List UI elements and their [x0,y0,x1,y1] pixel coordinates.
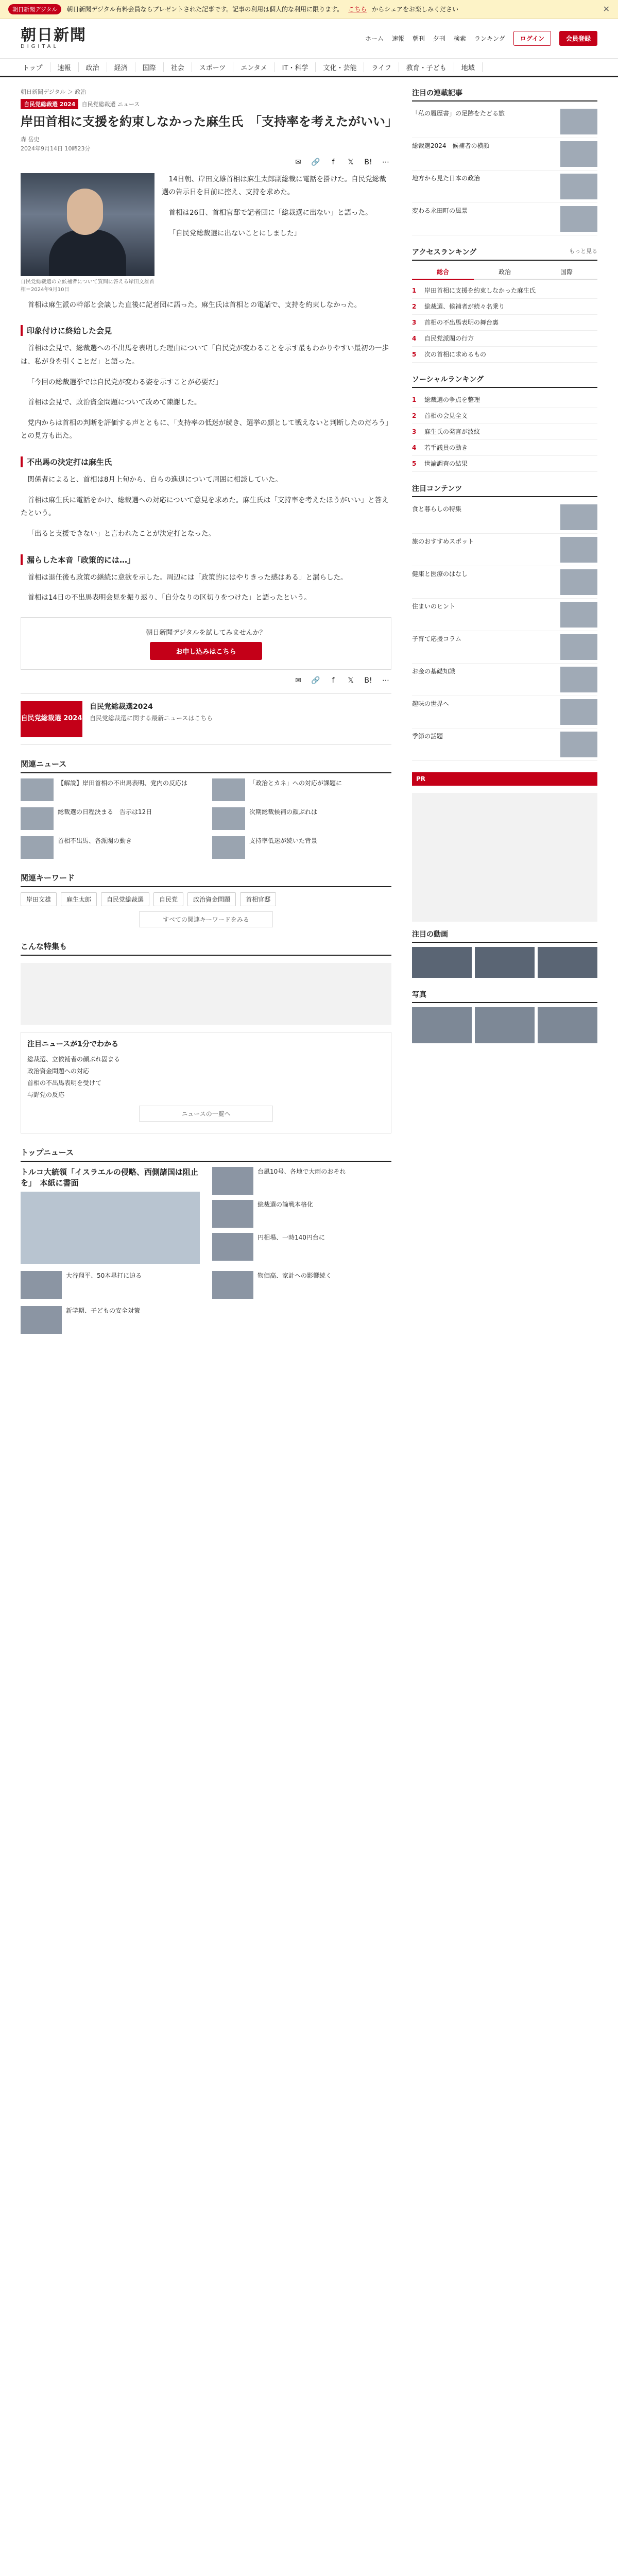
thumbnail [212,1233,253,1261]
content-item[interactable]: お金の基礎知識 [412,664,597,696]
news-digest-item[interactable]: 政治資金問題への対応 [27,1067,90,1075]
thumbnail [560,732,597,757]
top-news-item[interactable]: 大谷翔平、50本塁打に迫る [21,1271,200,1299]
paragraph: 「自民党総裁選に出ないことにしました」 [168,229,301,238]
pr-label: PR [412,772,597,786]
thumbnail [212,778,245,801]
social-item[interactable]: 3 麻生氏の発言が波紋 [412,424,597,440]
content-item[interactable]: 健康と医療のはなし [412,566,597,599]
keyword-chip[interactable]: 自民党総裁選 [101,892,149,906]
link-icon[interactable]: 🔗 [311,676,320,685]
mail-icon[interactable]: ✉ [295,676,301,685]
video-grid [412,947,597,978]
thumbnail [21,836,54,859]
photo-thumbnail[interactable] [538,1007,597,1043]
share-tools [21,157,391,168]
series-badge: 自民党総裁選 2024 [21,701,82,737]
ranking-item[interactable]: 4 自民党派閥の行方 [412,331,597,347]
related-item[interactable]: 「政治とカネ」への対応が課題に [212,778,391,801]
ranking-more-link[interactable]: もっと見る [569,248,597,255]
paragraph: 首相は会見で、総裁選への不出馬を表明した理由について「自民党が変わることを示す最もわかりやすい最初の一歩は、私が身を引くことだ」と語った。 [21,344,389,366]
series-tag[interactable]: 自民党総裁選 2024 [21,99,78,109]
facebook-icon[interactable]: f [332,676,335,685]
ranking-title: アクセスランキング もっと見る [412,247,597,261]
thumbnail [560,537,597,563]
sidebar [412,77,597,1334]
news-digest-title: 注目ニュースが1分でわかる [27,1040,119,1048]
related-item[interactable]: 支持率低迷が続いた背景 [212,836,391,859]
header-nav [365,31,597,46]
content-item[interactable]: 住まいのヒント [412,599,597,631]
category-item[interactable]: 速報 [50,62,79,72]
paragraph: 首相は26日、首相官邸で記者団に「総裁選に出ない」と語った。 [168,208,372,217]
photo-thumbnail[interactable] [475,1007,535,1043]
signup-button[interactable]: 会員登録 [559,31,597,46]
content-item[interactable]: 子育て応援コラム [412,631,597,664]
news-digest-item[interactable]: 総裁選、立候補者の顔ぶれ固まる [27,1055,121,1063]
news-digest-item[interactable]: 与野党の反応 [27,1091,65,1098]
thumbnail [21,1271,62,1299]
section-heading: 漏らした本音「政策的には…」 [21,554,391,565]
category-item[interactable]: エンタメ [233,62,274,72]
series-title[interactable]: 自民党総裁選2024 [90,702,153,711]
photo-title: 写真 [412,989,597,1003]
more-icon[interactable]: ⋯ [382,676,389,685]
paragraph: 関係者によると、首相は8月上旬から、自らの進退について周囲に相談していた。 [27,476,282,484]
content-item[interactable]: 趣味の世界へ [412,696,597,728]
gift-banner [0,0,618,19]
photo-thumbnail[interactable] [412,1007,472,1043]
category-item[interactable]: 地域 [454,62,483,72]
keyword-chip[interactable]: 岸田文雄 [21,892,57,906]
category-item[interactable]: 国際 [135,62,164,72]
photo-grid [412,1007,597,1043]
content-item[interactable]: 食と暮らしの特集 [412,501,597,534]
keyword-chip[interactable]: 政治資金問題 [187,892,236,906]
top-news-item[interactable]: 台風10号、各地で大雨のおそれ [212,1167,391,1195]
paragraph: 「今回の総裁選挙では自民党が変わる姿を示すことが必要だ」 [27,378,222,386]
header-nav-item[interactable]: 夕刊 [433,35,445,42]
tab-overall[interactable]: 総合 [412,265,474,280]
video-thumbnail[interactable] [412,947,472,978]
thumbnail [212,807,245,830]
bookmark-icon[interactable]: B! [364,676,372,685]
thumbnail [212,1271,253,1299]
also-title: こんな特集も [21,941,391,956]
contents-title: 注目コンテンツ [412,483,597,497]
tab-international[interactable]: 国際 [536,265,597,280]
thumbnail [560,667,597,692]
gift-link[interactable]: こちら [348,6,367,13]
photo-caption: 自民党総裁選の立候補者について質問に答える岸田文雄首相＝2024年9月10日 [21,279,154,293]
thumbnail [21,1192,200,1264]
facebook-icon[interactable]: f [332,158,335,166]
ranking-tabs [412,265,597,280]
related-item[interactable]: 次期総裁候補の顔ぶれは [212,807,391,830]
section-heading: 印象付けに終始した会見 [21,325,391,336]
thumbnail [212,1167,253,1195]
gift-tail: からシェアをお楽しみください [372,6,459,13]
top-news-item[interactable]: 総裁選の論戦本格化 [212,1200,391,1228]
promo-text: 朝日新聞デジタルを試してみませんか？ [146,629,266,637]
keyword-chip[interactable]: 首相官邸 [240,892,276,906]
ranking-item[interactable]: 1 岸田首相に支援を約束しなかった麻生氏 [412,283,597,299]
paragraph: 党内からは首相の判断を評価する声とともに、「支持率の低迷が続き、選挙の顔として戦えないと判断したのだろう」との見方も出た。 [21,418,389,440]
thumbnail [21,807,54,830]
ad-slot[interactable] [21,963,391,1025]
byline [21,135,391,153]
series-desc: 自民党総裁選に関する最新ニュースはこちら [90,714,213,722]
thumbnail [560,569,597,595]
subscribe-promo [21,617,391,670]
category-item[interactable]: 教育・子ども [399,62,454,72]
x-icon[interactable]: 𝕏 [348,676,354,685]
news-digest-item[interactable]: 首相の不出馬表明を受けて [27,1079,102,1087]
thumbnail [560,504,597,530]
news-digest [21,1032,391,1133]
header-nav-item[interactable]: 朝刊 [412,35,425,42]
related-list [21,778,391,859]
content-item[interactable]: 旅のおすすめスポット [412,534,597,566]
gift-message: 朝日新聞デジタル有料会員ならプレゼントされた記事です。記事の利用は個人的な利用に限ります。 [66,6,344,13]
share-tools-bottom [21,675,391,686]
thumbnail [21,1306,62,1334]
site-header [0,19,618,59]
keyword-list [21,892,391,906]
related-item[interactable]: 【解説】岸田首相の不出馬表明、党内の反応は [21,778,200,801]
top-news-item[interactable]: 円相場、一時140円台に [212,1233,391,1261]
paragraph: 「出ると支援できない」と言われたことが決定打となった。 [27,529,215,538]
mail-icon[interactable]: ✉ [295,158,301,166]
sub-tag[interactable]: 自民党総裁選 ニュース [81,101,140,108]
sidebar-item[interactable]: 変わる永田町の風景 [412,203,597,235]
ranking-item[interactable]: 2 総裁選、候補者が続々名乗り [412,299,597,315]
category-item[interactable]: 政治 [79,62,107,72]
header-nav-item[interactable]: ランキング [474,35,505,42]
tab-politics[interactable]: 政治 [474,265,536,280]
paragraph: 首相は麻生派の幹部と会談した直後に記者団に語った。麻生氏は首相との電話で、支持を約束しなかった。 [27,300,362,309]
article-column [21,77,398,1334]
link-icon[interactable]: 🔗 [311,158,320,166]
top-news-grid [21,1167,391,1334]
related-item[interactable]: 総裁選の日程決まる 告示は12日 [21,807,200,830]
category-item[interactable]: 文化・芸能 [316,62,364,72]
news-digest-more-button[interactable]: ニュースの一覧へ [139,1106,273,1122]
content-item[interactable]: 季節の話題 [412,728,597,761]
ad-slot[interactable] [412,793,597,922]
thumbnail [560,699,597,725]
login-button[interactable]: ログイン [513,31,551,46]
breadcrumb[interactable]: 朝日新聞デジタル ＞ 政治 [21,89,87,95]
paragraph: 首相は麻生氏に電話をかけ、総裁選への対応について意見を求めた。麻生氏は「支持率を考えたほうがいい」と答えたという。 [21,496,389,518]
more-icon[interactable]: ⋯ [382,158,389,166]
sidebar-item[interactable]: 総裁選2024 候補者の横顔 [412,138,597,171]
author[interactable]: 森 岳史 [21,136,40,143]
sidebar-item[interactable]: 「私の履歴書」の足跡をたどる旅 [412,106,597,138]
keywords-title: 関連キーワード [21,872,391,887]
top-news-item[interactable]: 物価高、家計への影響続く [212,1271,391,1299]
thumbnail [560,634,597,660]
series-box[interactable] [21,693,391,745]
thumbnail [212,1200,253,1228]
header-nav-item[interactable]: 速報 [391,35,404,42]
social-item[interactable]: 4 若手議員の動き [412,440,597,456]
social-item[interactable]: 5 世論調査の結果 [412,456,597,472]
top-news-title: トップニュース [21,1147,391,1162]
article-title: 岸田首相に支援を約束しなかった麻生氏 「支持率を考えたがいい」 [21,114,398,129]
related-item[interactable]: 首相不出馬、各派閥の動き [21,836,200,859]
ranking-item[interactable]: 3 首相の不出馬表明の舞台裏 [412,315,597,331]
site-logo[interactable]: 朝日新聞 DIGITAL [21,26,87,49]
social-ranking-title: ソーシャルランキング [412,374,597,388]
header-nav-item[interactable]: ホーム [365,35,384,42]
x-icon[interactable]: 𝕏 [348,158,354,166]
sidebar-section-title: 注目の連載記事 [412,88,597,101]
category-item[interactable]: トップ [15,62,50,72]
close-icon[interactable]: ✕ [603,4,610,14]
video-title: 注目の動画 [412,929,597,943]
top-news-item[interactable]: 新学期、子どもの安全対策 [21,1306,200,1334]
lead-photo[interactable] [21,173,154,276]
video-thumbnail[interactable] [475,947,535,978]
publish-date: 2024年9月14日 10時23分 [21,145,91,152]
keyword-chip[interactable]: 自民党 [153,892,183,906]
gift-badge: 朝日新聞デジタル [8,4,61,14]
thumbnail [560,141,597,167]
thumbnail [560,206,597,232]
header-nav-item[interactable]: 検索 [453,35,466,42]
category-item[interactable]: ライフ [364,62,399,72]
thumbnail [21,778,54,801]
keywords-more-button[interactable]: すべての関連キーワードをみる [139,911,273,927]
category-item[interactable]: スポーツ [192,62,233,72]
video-thumbnail[interactable] [538,947,597,978]
related-title: 関連ニュース [21,758,391,773]
keyword-chip[interactable]: 麻生太郎 [61,892,97,906]
section-heading: 不出馬の決定打は麻生氏 [21,456,391,467]
paragraph: 首相は会見で、政治資金問題について改めて陳謝した。 [27,398,201,407]
thumbnail [212,836,245,859]
sidebar-item[interactable]: 地方から見た日本の政治 [412,171,597,203]
thumbnail [560,109,597,134]
social-item[interactable]: 1 総裁選の争点を整理 [412,392,597,408]
category-item[interactable]: 経済 [107,62,135,72]
thumbnail [560,602,597,628]
paragraph: 首相は14日の不出馬表明会見を振り返り、「自分なりの区切りをつけた」と語ったという。 [27,594,311,602]
thumbnail [560,174,597,199]
social-item[interactable]: 2 首相の会見全文 [412,408,597,424]
subscribe-button[interactable]: お申し込みはこちら [150,642,262,660]
category-item[interactable]: 社会 [164,62,192,72]
top-news-lead[interactable]: トルコ大統領「イスラエルの侵略、西側諸国は阻止を」 本紙に書面 [21,1167,200,1264]
category-nav [0,59,618,77]
paragraph: 首相は退任後も政策の継続に意欲を示した。周辺には「政策的にはやりきった感はある」と漏らした。 [27,573,348,582]
bookmark-icon[interactable]: B! [364,158,372,166]
paragraph: 14日朝、岸田文雄首相は麻生太郎副総裁に電話を掛けた。自民党総裁選の告示日を目前に控え、支持を求めた。 [162,175,386,197]
ranking-item[interactable]: 5 次の首相に求めるもの [412,347,597,363]
category-item[interactable]: IT・科学 [275,62,316,72]
